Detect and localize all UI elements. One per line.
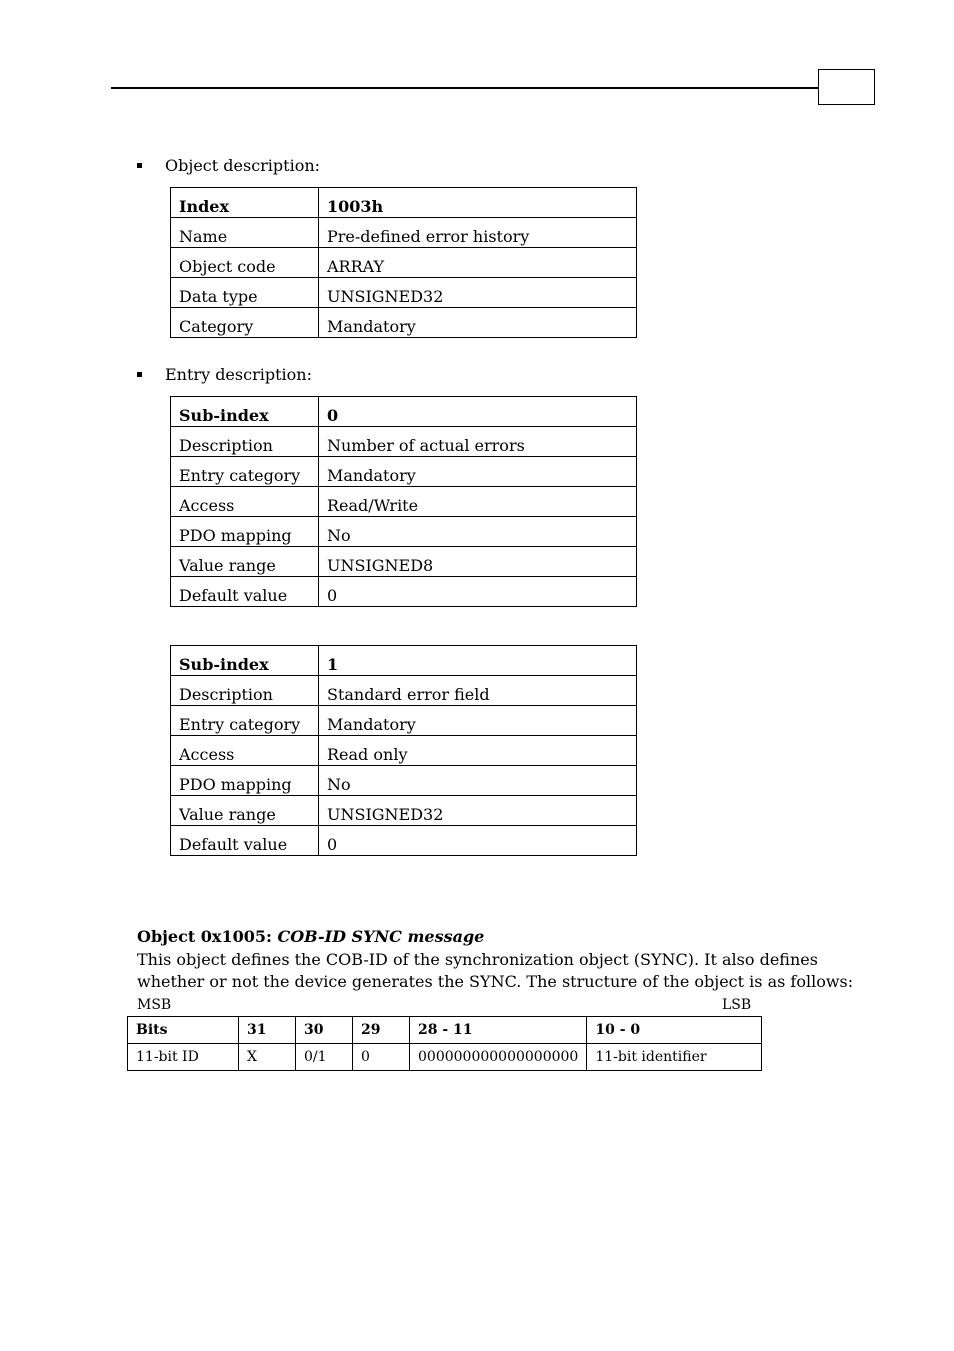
entry-table-subindex-0 xyxy=(170,396,637,607)
table-key: Description xyxy=(171,427,319,457)
table-key: Object code xyxy=(171,248,319,278)
table-value: Number of actual errors xyxy=(319,427,637,457)
paragraph-line: whether or not the device generates the SYNC. The structure of the object is as follows: xyxy=(137,972,854,991)
table-value: UNSIGNED32 xyxy=(319,796,637,826)
table-cell: 11-bit ID xyxy=(128,1044,239,1071)
table-key: PDO mapping xyxy=(171,766,319,796)
table-row xyxy=(171,248,637,278)
bullet-icon xyxy=(137,372,142,377)
table-row xyxy=(171,188,637,218)
table-header-cell: 31 xyxy=(239,1017,296,1044)
sync-object-heading xyxy=(137,927,484,947)
page-number-box xyxy=(818,69,875,105)
table-key: Category xyxy=(171,308,319,338)
table-row xyxy=(171,427,637,457)
table-value: No xyxy=(319,766,637,796)
table-key: Default value xyxy=(171,826,319,856)
table-header-cell: Bits xyxy=(128,1017,239,1044)
table-value: 0 xyxy=(319,826,637,856)
table-value: UNSIGNED8 xyxy=(319,547,637,577)
table-row xyxy=(128,1017,762,1044)
heading-bold-part: Object 0x1005: xyxy=(137,927,278,946)
sync-description-paragraph xyxy=(137,949,854,993)
table-row xyxy=(171,577,637,607)
table-row xyxy=(171,646,637,676)
table-key: Name xyxy=(171,218,319,248)
table-value: 1003h xyxy=(319,188,637,218)
table-key: Access xyxy=(171,736,319,766)
table-row xyxy=(171,736,637,766)
object-description-table xyxy=(170,187,637,338)
table-key: Value range xyxy=(171,796,319,826)
table-key: Default value xyxy=(171,577,319,607)
lsb-label: LSB xyxy=(722,997,752,1013)
table-value: Mandatory xyxy=(319,706,637,736)
table-row xyxy=(171,706,637,736)
paragraph-line: This object defines the COB-ID of the synchronization object (SYNC). It also defines xyxy=(137,950,818,969)
bullet-icon xyxy=(137,163,142,168)
table-value: 1 xyxy=(319,646,637,676)
table-value: UNSIGNED32 xyxy=(319,278,637,308)
heading-italic-part: COB-ID SYNC message xyxy=(277,927,485,946)
table-cell: X xyxy=(239,1044,296,1071)
sync-bits-table xyxy=(127,1016,762,1071)
table-key: Data type xyxy=(171,278,319,308)
bullet-label: Entry description: xyxy=(165,365,312,384)
table-row xyxy=(171,547,637,577)
table-row xyxy=(171,397,637,427)
table-row xyxy=(171,278,637,308)
table-cell: 000000000000000000 xyxy=(410,1044,587,1071)
table-key: Value range xyxy=(171,547,319,577)
table-value: Pre-defined error history xyxy=(319,218,637,248)
table-header-cell: 10 - 0 xyxy=(587,1017,762,1044)
table-header-cell: 28 - 11 xyxy=(410,1017,587,1044)
table-value: 0 xyxy=(319,397,637,427)
table-row xyxy=(171,766,637,796)
table-key: Access xyxy=(171,487,319,517)
table-cell: 11-bit identifier xyxy=(587,1044,762,1071)
table-value: Read only xyxy=(319,736,637,766)
table-value: Standard error field xyxy=(319,676,637,706)
table-cell: 0/1 xyxy=(296,1044,353,1071)
bullet-label: Object description: xyxy=(165,156,321,175)
table-value: Mandatory xyxy=(319,308,637,338)
table-key: PDO mapping xyxy=(171,517,319,547)
table-key: Entry category xyxy=(171,706,319,736)
table-header-cell: 29 xyxy=(353,1017,410,1044)
table-key: Sub-index xyxy=(171,646,319,676)
table-value: 0 xyxy=(319,577,637,607)
table-row xyxy=(171,676,637,706)
table-header-cell: 30 xyxy=(296,1017,353,1044)
table-value: Mandatory xyxy=(319,457,637,487)
table-row xyxy=(171,826,637,856)
table-row xyxy=(171,487,637,517)
table-key: Sub-index xyxy=(171,397,319,427)
table-value: Read/Write xyxy=(319,487,637,517)
header-rule xyxy=(111,87,819,89)
table-key: Index xyxy=(171,188,319,218)
table-row xyxy=(171,796,637,826)
entry-table-subindex-1 xyxy=(170,645,637,856)
table-value: No xyxy=(319,517,637,547)
table-row xyxy=(171,517,637,547)
table-key: Entry category xyxy=(171,457,319,487)
table-row xyxy=(171,308,637,338)
table-key: Description xyxy=(171,676,319,706)
table-row xyxy=(128,1044,762,1071)
msb-label: MSB xyxy=(137,997,172,1013)
table-row xyxy=(171,218,637,248)
table-value: ARRAY xyxy=(319,248,637,278)
table-row xyxy=(171,457,637,487)
table-cell: 0 xyxy=(353,1044,410,1071)
